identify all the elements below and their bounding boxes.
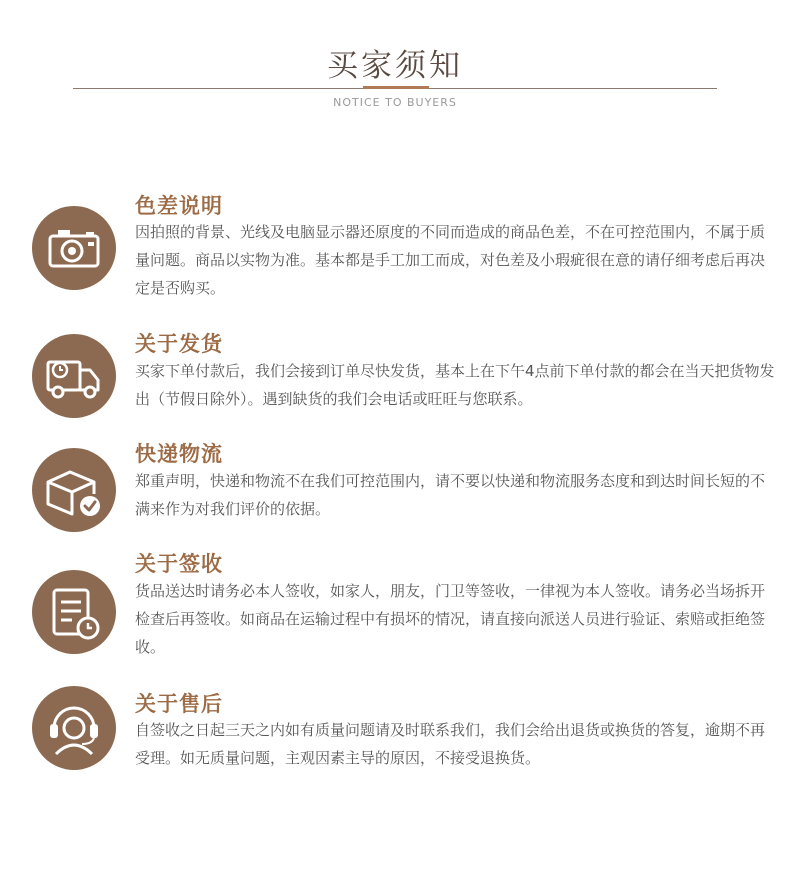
section-title: 快递物流 [135, 442, 223, 466]
section-title: 关于售后 [135, 692, 223, 716]
header-divider-accent [363, 86, 429, 89]
section-body: 货品送达时请务必本人签收，如家人，朋友，门卫等签收，一律视为本人签收。请务必当场拆开检查后再签收。如商品在运输过程中有损坏的情况，请直接向派送人员进行验证、索赔或拒绝签收。 [135, 582, 766, 656]
page-title: 买家须知 [327, 48, 463, 84]
section-title: 关于发货 [135, 332, 223, 356]
package-check-icon [32, 448, 116, 532]
section-title: 关于签收 [135, 552, 223, 576]
section-body: 郑重声明，快递和物流不在我们可控范围内，请不要以快递和物流服务态度和到达时间长短的不满来作为对我们评价的依据。 [135, 472, 766, 518]
camera-icon [32, 206, 116, 290]
document-clock-icon [32, 570, 116, 654]
page-subtitle: NOTICE TO BUYERS [333, 96, 457, 109]
delivery-truck-icon [32, 334, 116, 418]
section-body: 因拍照的背景、光线及电脑显示器还原度的不同而造成的商品色差，不在可控范围内，不属于质量问题。商品以实物为准。基本都是手工加工而成，对色差及小瑕疵很在意的请仔细考虑后再决定是否购买。 [135, 223, 766, 297]
customer-service-headset-icon [32, 686, 116, 770]
section-title: 色差说明 [135, 194, 223, 218]
section-body: 买家下单付款后，我们会接到订单尽快发货，基本上在下午4点前下单付款的都会在当天把货物发出（节假日除外）。遇到缺货的我们会电话或旺旺与您联系。 [135, 362, 775, 408]
page-header [0, 0, 790, 120]
section-body: 自签收之日起三天之内如有质量问题请及时联系我们，我们会给出退货或换货的答复，逾期不再受理。如无质量问题，主观因素主导的原因，不接受退换货。 [135, 721, 766, 767]
